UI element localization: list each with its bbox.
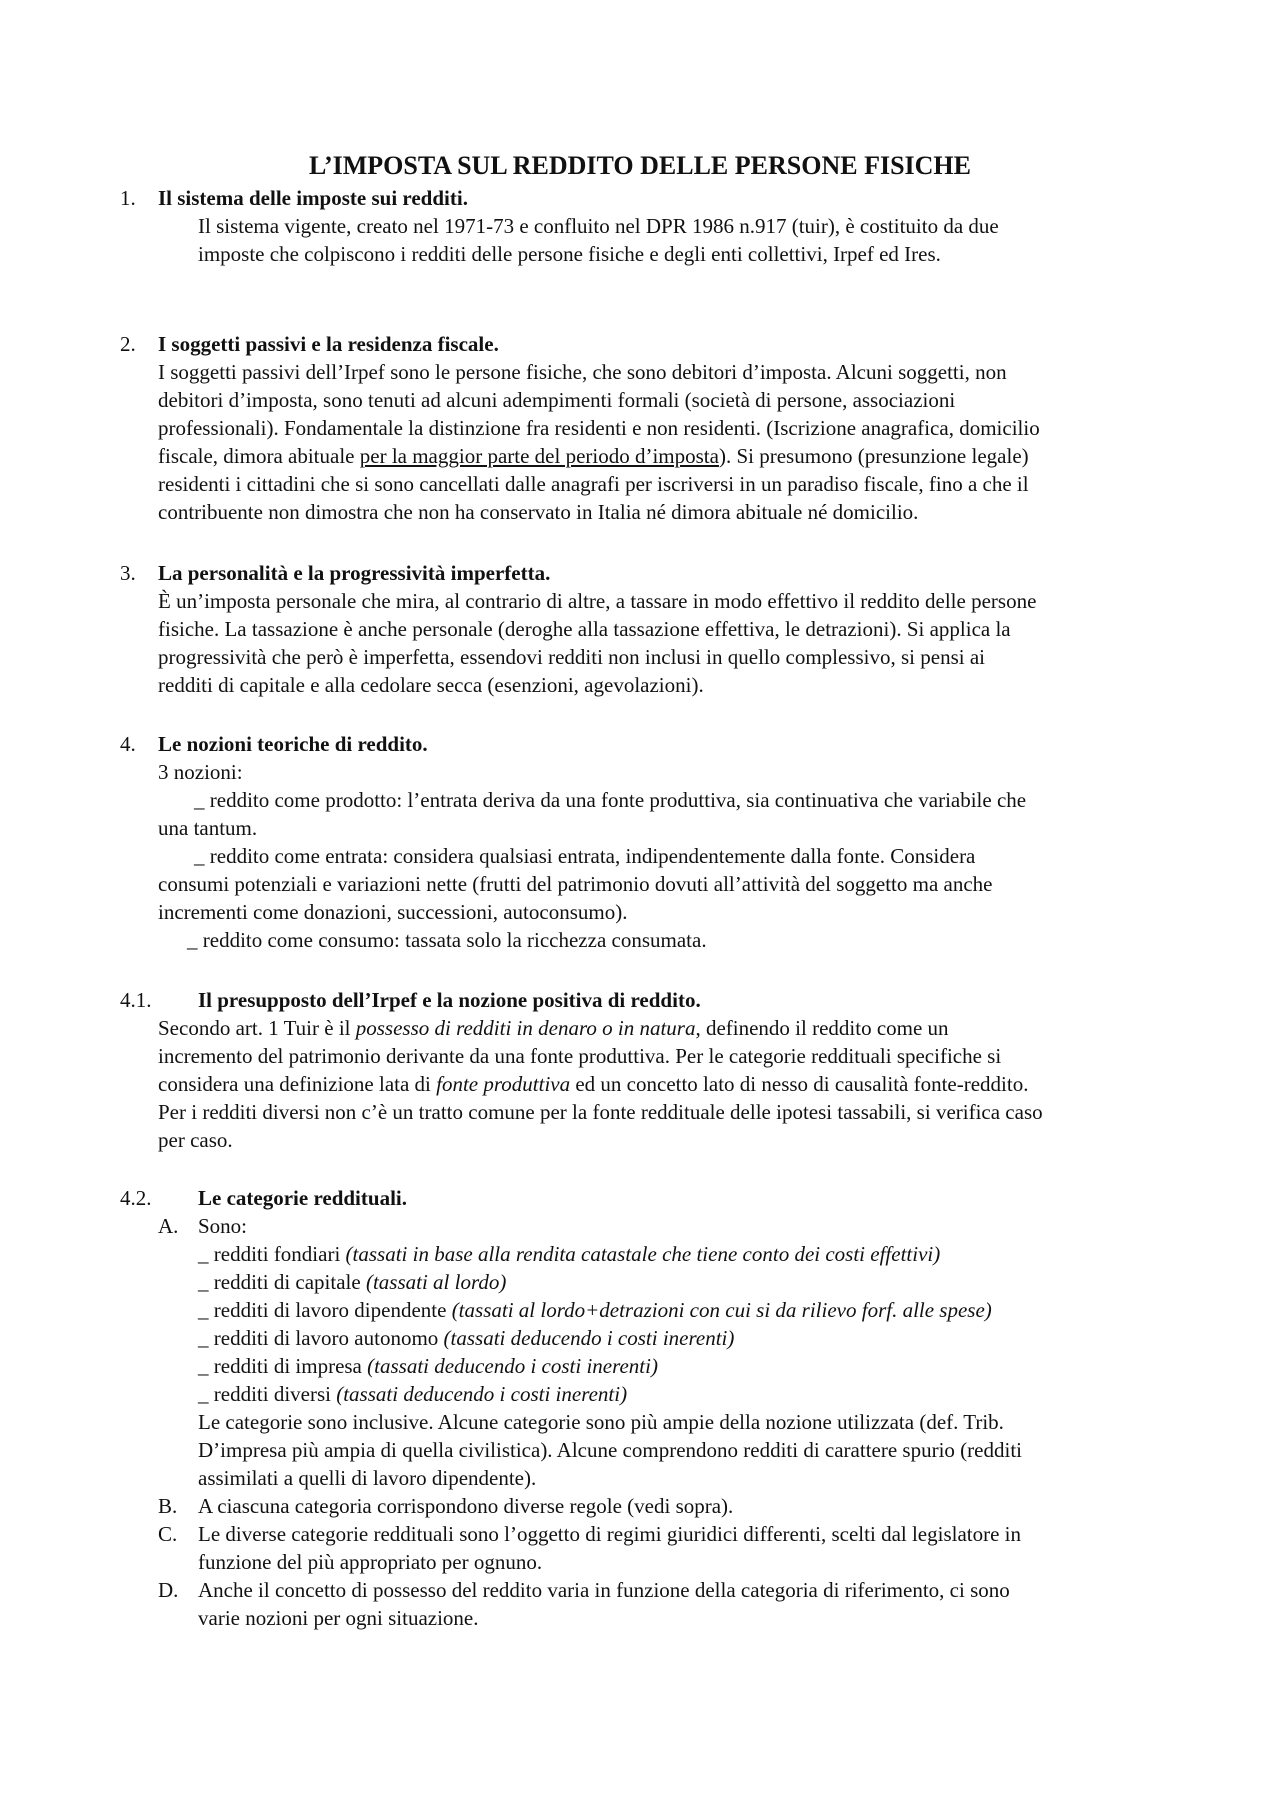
paragraph-line: Secondo art. 1 Tuir è il possesso di redditi in denaro o in natura, definendo il reddito come un xyxy=(158,1016,949,1040)
paragraph-line: consumi potenziali e variazioni nette (frutti del patrimonio dovuti all’attività del soggetto ma anche xyxy=(158,872,993,896)
paragraph-line: È un’imposta personale che mira, al contrario di altre, a tassare in modo effettivo il reddito delle persone xyxy=(158,589,1037,613)
paragraph-line: funzione del più appropriato per ognuno. xyxy=(198,1550,543,1574)
section-body xyxy=(0,758,1158,954)
paragraph-line: redditi di capitale e alla cedolare secca (esenzioni, agevolazioni). xyxy=(158,673,704,697)
paragraph-line: Sono: xyxy=(198,1214,248,1238)
section-body xyxy=(0,358,1158,526)
paragraph-line: Le categorie sono inclusive. Alcune categorie sono più ampie della nozione utilizzata (def. Trib. xyxy=(198,1410,1004,1434)
paragraph-line: Le diverse categorie reddituali sono l’oggetto di regimi giuridici differenti, scelti dal legislatore in xyxy=(198,1522,1022,1546)
paragraph-line: assimilati a quelli di lavoro dipendente). xyxy=(198,1466,537,1490)
section-body xyxy=(0,212,1158,268)
section-number: 2. xyxy=(120,332,136,356)
paragraph-line: I soggetti passivi dell’Irpef sono le persone fisiche, che sono debitori d’imposta. Alcuni soggetti, non xyxy=(158,360,1007,384)
italic-text: fonte produttiva xyxy=(436,1072,571,1096)
category-item: _ redditi fondiari (tassati in base alla rendita catastale che tiene conto dei costi effettivi) xyxy=(198,1242,941,1266)
document-title: L’IMPOSTA SUL REDDITO DELLE PERSONE FISICHE xyxy=(309,151,971,180)
list-item-b xyxy=(0,1492,1280,1520)
list-letter: A. xyxy=(158,1214,179,1238)
list-letter: D. xyxy=(158,1578,179,1602)
section-1 xyxy=(0,184,1280,268)
section-number: 4.1. xyxy=(120,988,152,1012)
section-4 xyxy=(0,730,1280,954)
section-4-1 xyxy=(0,986,1280,1154)
list-item-a xyxy=(0,1212,1280,1492)
section-heading xyxy=(0,330,1280,358)
section-title: Le nozioni teoriche di reddito. xyxy=(158,732,428,756)
paragraph-line: 3 nozioni: xyxy=(158,760,243,784)
section-title: Il presupposto dell’Irpef e la nozione positiva di reddito. xyxy=(198,988,701,1012)
section-3 xyxy=(0,559,1280,699)
paragraph-line: residenti i cittadini che si sono cancellati dalle anagrafi per iscriversi in un paradiso fiscale, fino a che il xyxy=(158,472,1029,496)
paragraph-line: incrementi come donazioni, successioni, autoconsumo). xyxy=(158,900,628,924)
section-title: I soggetti passivi e la residenza fiscale. xyxy=(158,332,499,356)
section-title: Le categorie reddituali. xyxy=(198,1186,407,1210)
paragraph-line: imposte che colpiscono i redditi delle persone fisiche e degli enti collettivi, Irpef ed Ires. xyxy=(198,242,941,266)
section-title: Il sistema delle imposte sui redditi. xyxy=(158,186,468,210)
section-number: 4. xyxy=(120,732,136,756)
paragraph-line: varie nozioni per ogni situazione. xyxy=(198,1606,479,1630)
section-body xyxy=(0,587,1158,699)
section-number: 4.2. xyxy=(120,1186,152,1210)
paragraph-line: Per i redditi diversi non c’è un tratto comune per la fonte reddituale delle ipotesi tassabili, si verifica caso xyxy=(158,1100,1043,1124)
paragraph-line: contribuente non dimostra che non ha conservato in Italia né dimora abituale né domicilio. xyxy=(158,500,919,524)
section-2 xyxy=(0,330,1280,526)
paragraph-line: progressività che però è imperfetta, essendovi redditi non inclusi in quello complessivo, si pensi ai xyxy=(158,645,985,669)
section-4-2 xyxy=(0,1184,1280,1632)
paragraph-line: _ reddito come consumo: tassata solo la ricchezza consumata. xyxy=(187,928,707,952)
category-item: _ redditi di impresa (tassati deducendo i costi inerenti) xyxy=(198,1354,658,1378)
paragraph-line: Anche il concetto di possesso del reddito varia in funzione della categoria di riferimento, ci sono xyxy=(198,1578,1010,1602)
section-heading xyxy=(0,1184,1280,1212)
paragraph-line: una tantum. xyxy=(158,816,258,840)
italic-text: possesso di redditi in denaro o in natura xyxy=(355,1016,696,1040)
list-letter: C. xyxy=(158,1522,178,1546)
section-heading xyxy=(0,986,1280,1014)
section-body xyxy=(0,1014,1158,1154)
list-item-c xyxy=(0,1520,1280,1576)
section-heading xyxy=(0,184,1280,212)
section-heading xyxy=(0,559,1280,587)
list-item-d xyxy=(0,1576,1280,1632)
lettered-list xyxy=(0,1212,1280,1632)
paragraph-line: fisiche. La tassazione è anche personale (deroghe alla tassazione effettiva, le detrazioni). Si applica la xyxy=(158,617,1011,641)
section-heading xyxy=(0,730,1280,758)
section-title: La personalità e la progressività imperfetta. xyxy=(158,561,551,585)
category-item: _ redditi di lavoro autonomo (tassati deducendo i costi inerenti) xyxy=(198,1326,735,1350)
paragraph-line: Il sistema vigente, creato nel 1971-73 e confluito nel DPR 1986 n.917 (tuir), è costituito da due xyxy=(198,214,999,238)
paragraph-line: _ reddito come prodotto: l’entrata deriva da una fonte produttiva, sia continuativa che variabile che xyxy=(194,788,1027,812)
paragraph-line: A ciascuna categoria corrispondono diverse regole (vedi sopra). xyxy=(198,1494,734,1518)
category-item: _ redditi di lavoro dipendente (tassati al lordo+detrazioni con cui si da rilievo forf. alle spese) xyxy=(198,1298,992,1322)
underlined-text: per la maggior parte del periodo d’imposta xyxy=(359,444,719,468)
paragraph-line: considera una definizione lata di fonte produttiva ed un concetto lato di nesso di causalità fonte-reddito. xyxy=(158,1072,1029,1096)
paragraph-line: per caso. xyxy=(158,1128,233,1152)
paragraph-line: _ reddito come entrata: considera qualsiasi entrata, indipendentemente dalla fonte. Considera xyxy=(194,844,976,868)
section-number: 3. xyxy=(120,561,136,585)
paragraph-line: incremento del patrimonio derivante da una fonte produttiva. Per le categorie reddituali specifiche si xyxy=(158,1044,1002,1068)
paragraph-line: D’impresa più ampia di quella civilistica). Alcune comprendono redditi di carattere spurio (redditi xyxy=(198,1438,1022,1462)
paragraph-line: debitori d’imposta, sono tenuti ad alcuni adempimenti formali (società di persone, associazioni xyxy=(158,388,956,412)
category-item: _ redditi diversi (tassati deducendo i costi inerenti) xyxy=(198,1382,628,1406)
paragraph-line: professionali). Fondamentale la distinzione fra residenti e non residenti. (Iscrizione anagrafica, domicilio xyxy=(158,416,1040,440)
section-number: 1. xyxy=(120,186,136,210)
category-item: _ redditi di capitale (tassati al lordo) xyxy=(198,1270,507,1294)
list-letter: B. xyxy=(158,1494,178,1518)
paragraph-line: fiscale, dimora abituale per la maggior parte del periodo d’imposta). Si presumono (presunzione legale) xyxy=(158,444,1029,468)
